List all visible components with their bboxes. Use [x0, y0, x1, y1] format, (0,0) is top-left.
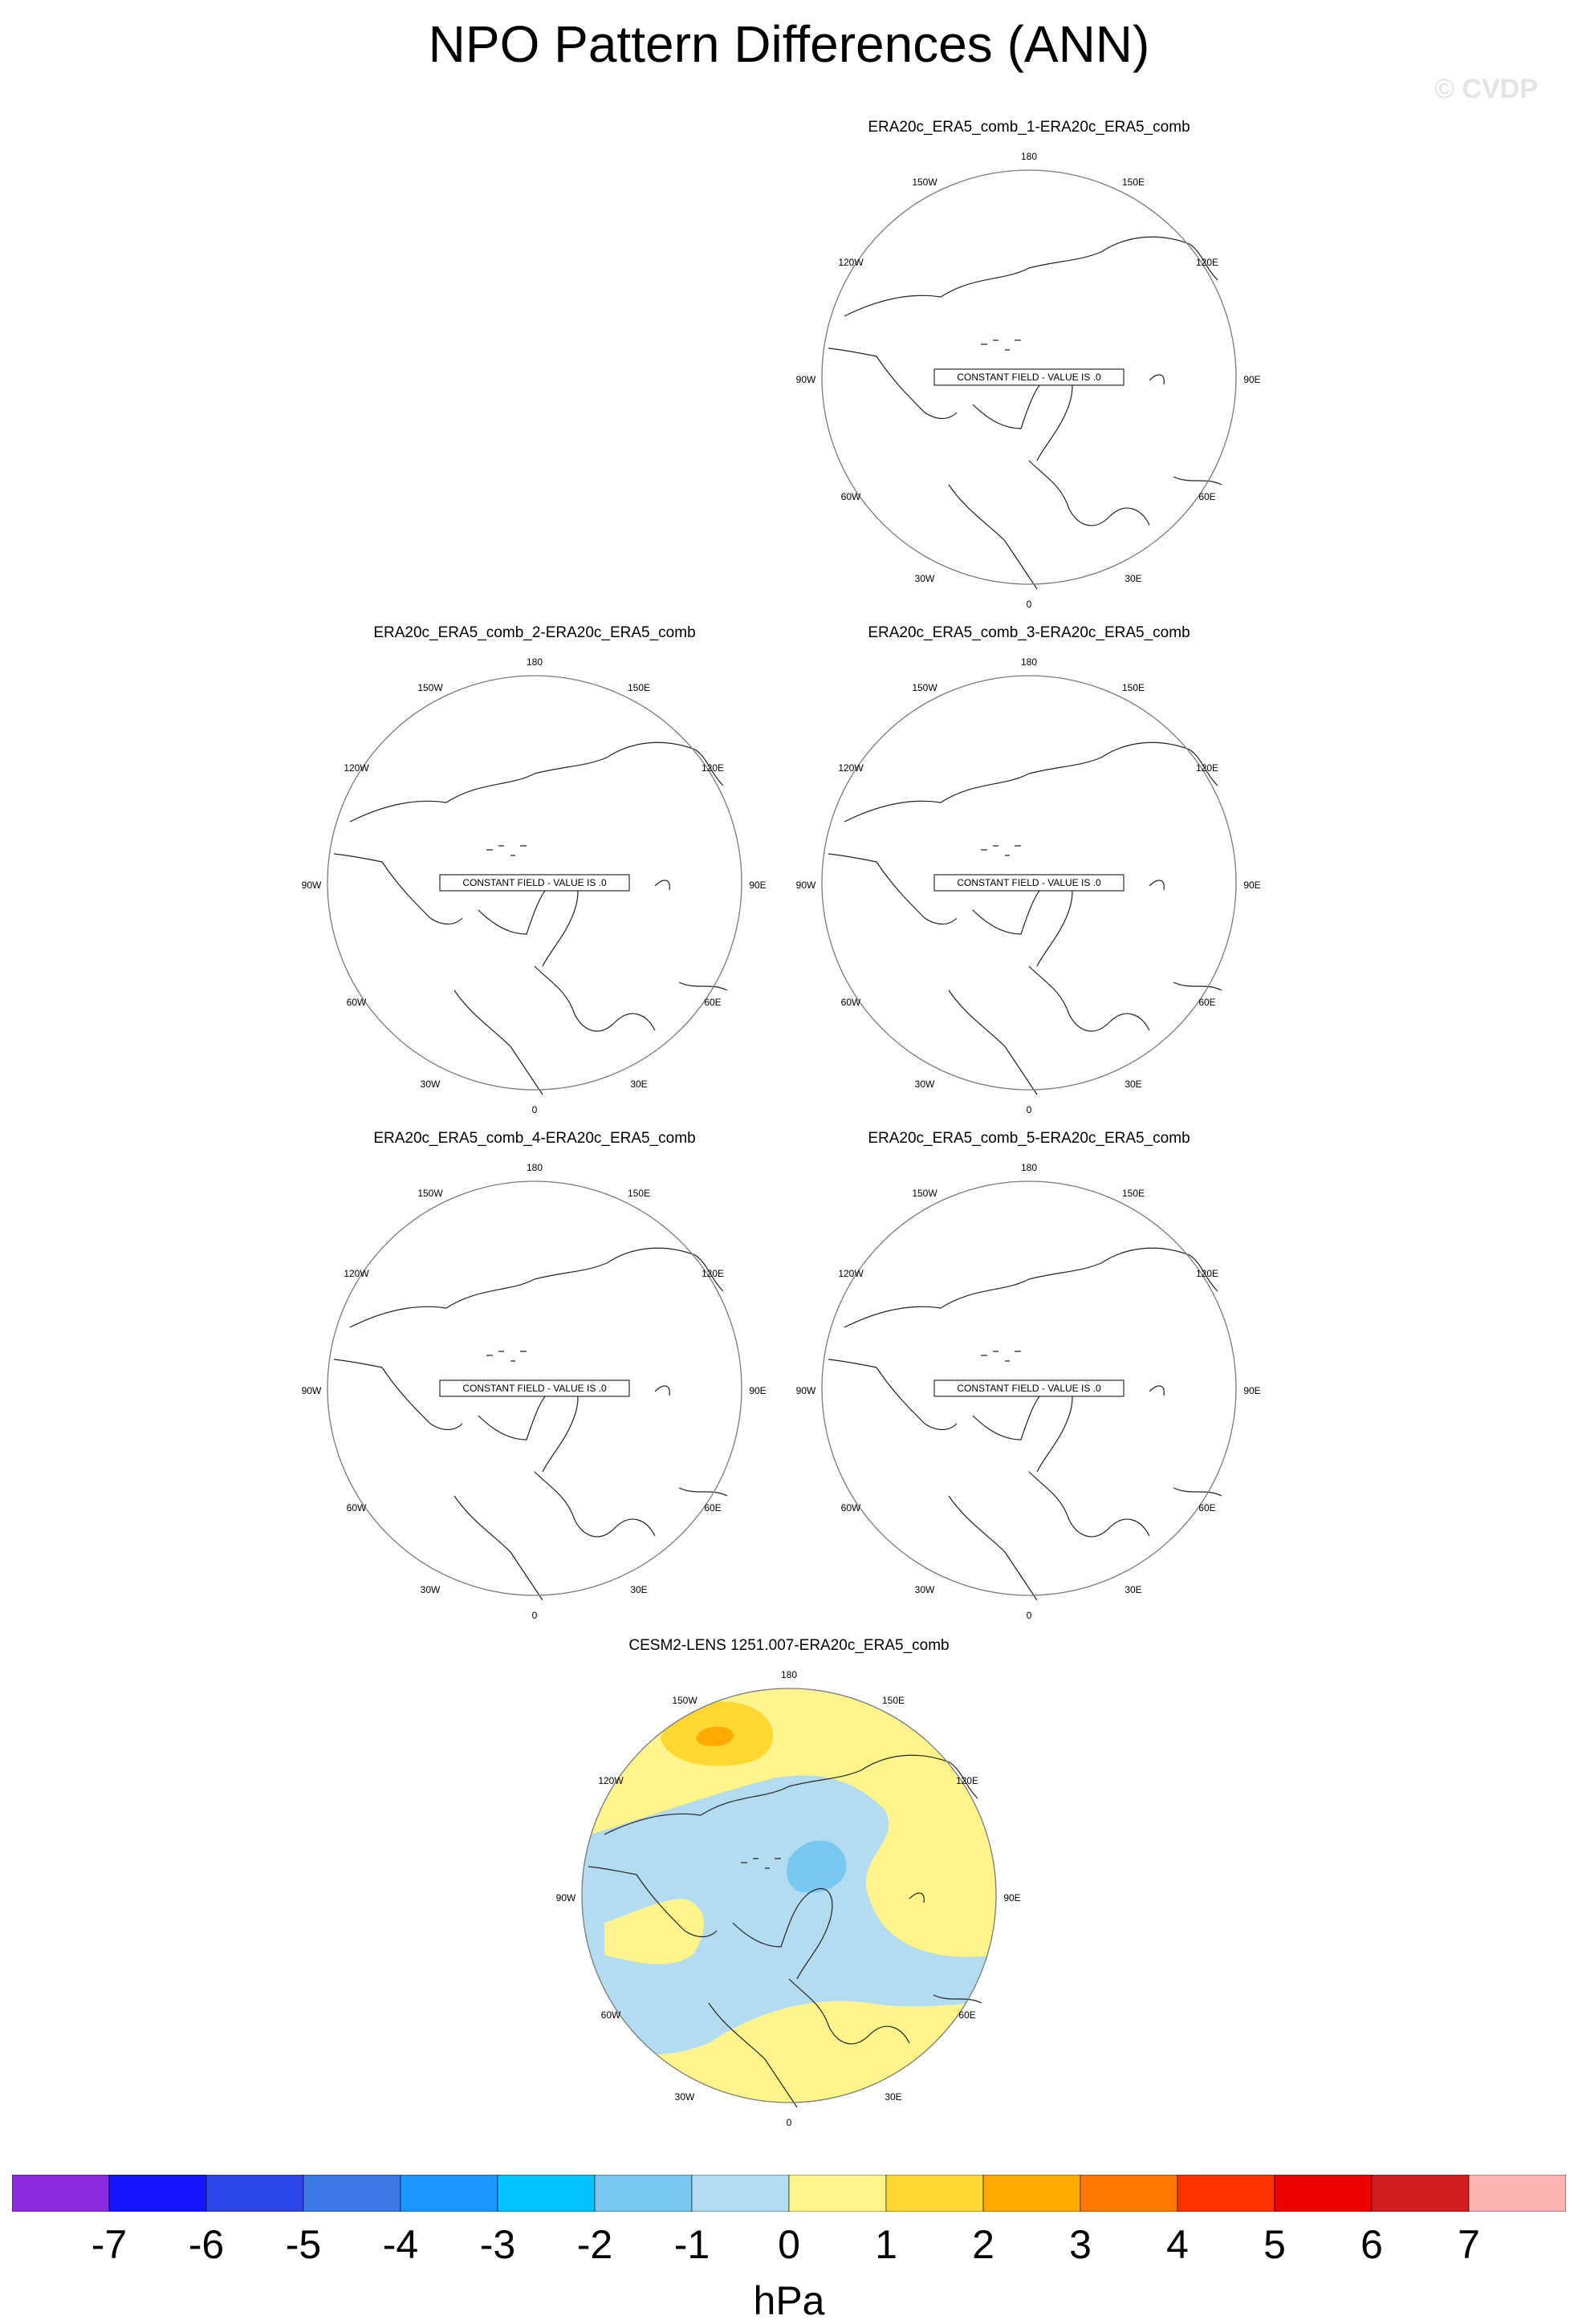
longitude-label: 0: [531, 1610, 538, 1622]
longitude-label: 90E: [749, 880, 767, 892]
coastline: [981, 340, 1021, 350]
coastlines: [828, 1248, 1222, 1600]
longitude-label: 150E: [1121, 682, 1145, 694]
longitude-label: 150W: [912, 177, 937, 189]
longitude-label: 30E: [630, 1584, 648, 1596]
coastline: [1173, 477, 1222, 485]
coastline: [535, 1472, 655, 1537]
panel-title: ERA20c_ERA5_comb_4-ERA20c_ERA5_comb: [373, 1130, 696, 1147]
coastline: [535, 966, 655, 1031]
longitude-label: 150W: [912, 682, 937, 694]
longitude-label: 30E: [1125, 1079, 1142, 1091]
longitude-label: 0: [786, 2117, 792, 2129]
longitude-label: 0: [1026, 1610, 1032, 1622]
longitude-label: 60W: [346, 997, 367, 1009]
longitude-label: 0: [1026, 1104, 1032, 1116]
figure-title: NPO Pattern Differences (ANN): [428, 15, 1150, 73]
longitude-label: 90W: [795, 1385, 816, 1397]
colorbar-tick-label: -3: [479, 2222, 516, 2267]
coastlines: [334, 742, 727, 1095]
longitude-label: 0: [531, 1104, 538, 1116]
longitude-label: 60W: [840, 997, 861, 1009]
longitude-label: 150E: [627, 682, 651, 694]
map-panel-2: [294, 624, 775, 1122]
longitude-label: 60E: [1198, 491, 1216, 503]
longitude-label: 90W: [795, 374, 816, 386]
colorbar-box: [1275, 2175, 1372, 2212]
longitude-label: 60E: [1198, 1502, 1216, 1514]
longitude-label: 180: [780, 1669, 798, 1681]
longitude-label: 120E: [1195, 762, 1219, 774]
colorbar-tick-label: 4: [1166, 2222, 1189, 2267]
coastline: [655, 880, 669, 890]
constant-field-message: CONSTANT FIELD - VALUE IS .0: [957, 877, 1101, 889]
coastline: [655, 1386, 669, 1396]
panel-title: ERA20c_ERA5_comb_5-ERA20c_ERA5_comb: [868, 1130, 1190, 1147]
colorbar-box: [1080, 2175, 1177, 2212]
coastline: [1173, 982, 1222, 990]
coastline: [350, 742, 723, 822]
longitude-label: 60W: [840, 491, 861, 503]
longitude-label: 90E: [749, 1385, 767, 1397]
longitude-label: 0: [1026, 599, 1032, 611]
coastline: [1149, 1386, 1164, 1396]
map-panel-4: [294, 1130, 775, 1627]
coastline: [679, 982, 727, 990]
constant-field-message: CONSTANT FIELD - VALUE IS .0: [957, 372, 1101, 384]
coastlines: [334, 1248, 727, 1600]
colorbar-tick-label: -1: [673, 2222, 710, 2267]
longitude-label: 150W: [912, 1188, 937, 1200]
colorbar-box: [789, 2175, 886, 2212]
colorbar-box: [1177, 2175, 1275, 2212]
longitude-label: 180: [526, 1162, 543, 1174]
longitude-label: 90E: [1243, 880, 1261, 892]
longitude-label: 60E: [704, 1502, 722, 1514]
colorbar-tick-label: 7: [1458, 2222, 1480, 2267]
panel-title: CESM2-LENS 1251.007-ERA20c_ERA5_comb: [628, 1637, 950, 1654]
colorbar-box: [401, 2175, 498, 2212]
colorbar-tick-label: -5: [285, 2222, 322, 2267]
coastline: [350, 1248, 723, 1327]
longitude-label: 60W: [346, 1502, 367, 1514]
colorbar-tick-label: -4: [382, 2222, 419, 2267]
coastline: [844, 237, 1218, 316]
coastline: [981, 846, 1021, 855]
cvdp-watermark: © CVDP: [1434, 74, 1538, 104]
longitude-label: 90W: [301, 1385, 322, 1397]
coastline: [844, 742, 1218, 822]
longitude-label: 180: [526, 656, 543, 668]
longitude-label: 90W: [795, 880, 816, 892]
longitude-label: 30W: [914, 1079, 935, 1091]
colorbar-tick-label: -7: [91, 2222, 128, 2267]
longitude-label: 90E: [1003, 1892, 1021, 1904]
longitude-label: 30W: [420, 1584, 441, 1596]
longitude-label: 180: [1020, 151, 1038, 163]
coastline: [1029, 1472, 1149, 1537]
longitude-label: 180: [1020, 656, 1038, 668]
longitude-label: 90W: [555, 1892, 576, 1904]
colorbar-box: [1372, 2175, 1469, 2212]
colorbar-tick-label: 5: [1263, 2222, 1286, 2267]
longitude-label: 90E: [1243, 374, 1261, 386]
panel-title: ERA20c_ERA5_comb_2-ERA20c_ERA5_comb: [373, 624, 696, 641]
longitude-label: 120W: [598, 1775, 624, 1787]
colorbar-box: [498, 2175, 595, 2212]
colorbar-units: hPa: [753, 2278, 825, 2323]
coastline: [1149, 880, 1164, 890]
polar-map: [294, 1151, 775, 1632]
longitude-label: 150E: [1121, 177, 1145, 189]
polar-map: [788, 645, 1270, 1127]
colorbar-box: [886, 2175, 983, 2212]
longitude-label: 150E: [627, 1188, 651, 1200]
longitude-label: 60W: [600, 2009, 621, 2021]
colorbar-tick-label: 3: [1069, 2222, 1092, 2267]
longitude-label: 90W: [301, 880, 322, 892]
colorbar-box: [109, 2175, 206, 2212]
colorbar-box: [303, 2175, 401, 2212]
longitude-label: 120E: [1195, 1268, 1219, 1280]
map-panel-3: [788, 624, 1270, 1122]
longitude-label: 120W: [344, 1268, 369, 1280]
longitude-label: 120E: [1195, 257, 1219, 269]
map-panel-1: [788, 119, 1270, 616]
longitude-label: 30E: [630, 1079, 648, 1091]
anomaly-field: [548, 1658, 1030, 2139]
colorbar: [12, 2175, 1566, 2212]
colorbar-tick-label: -2: [576, 2222, 613, 2267]
longitude-label: 120W: [838, 1268, 864, 1280]
colorbar-box: [206, 2175, 303, 2212]
longitude-label: 60E: [1198, 997, 1216, 1009]
map-panel-6: [548, 1637, 1030, 2135]
polar-map: [294, 645, 775, 1127]
coastline: [1149, 375, 1164, 384]
longitude-label: 30E: [1125, 1584, 1142, 1596]
polar-map: [548, 1658, 1030, 2139]
colorbar-tick-label: -6: [188, 2222, 225, 2267]
longitude-label: 60E: [704, 997, 722, 1009]
coastline: [1029, 966, 1149, 1031]
longitude-label: 120W: [838, 762, 864, 774]
colorbar-box: [1469, 2175, 1566, 2212]
constant-field-message: CONSTANT FIELD - VALUE IS .0: [462, 1383, 607, 1395]
coastline: [844, 1248, 1218, 1327]
longitude-label: 150W: [417, 1188, 443, 1200]
longitude-label: 120W: [838, 257, 864, 269]
colorbar-tick-label: 1: [875, 2222, 897, 2267]
longitude-label: 30W: [420, 1079, 441, 1091]
coastlines: [828, 237, 1222, 589]
polar-map: [788, 1151, 1270, 1632]
colorbar-tick-label: 0: [778, 2222, 800, 2267]
longitude-label: 30W: [674, 2091, 695, 2103]
coastline: [1029, 461, 1149, 526]
longitude-label: 180: [1020, 1162, 1038, 1174]
colorbar-box: [595, 2175, 692, 2212]
colorbar-tick-label: 2: [972, 2222, 994, 2267]
coastline: [1173, 1488, 1222, 1496]
colorbar-tick-label: 6: [1360, 2222, 1383, 2267]
longitude-label: 30W: [914, 1584, 935, 1596]
panel-title: ERA20c_ERA5_comb_3-ERA20c_ERA5_comb: [868, 624, 1190, 641]
coastlines: [828, 742, 1222, 1095]
polar-map: [788, 140, 1270, 621]
longitude-label: 60E: [958, 2009, 976, 2021]
map-panel-5: [788, 1130, 1270, 1627]
coastline: [981, 1351, 1021, 1361]
colorbar-box: [983, 2175, 1080, 2212]
longitude-label: 150W: [417, 682, 443, 694]
longitude-label: 30W: [914, 573, 935, 585]
constant-field-message: CONSTANT FIELD - VALUE IS .0: [462, 877, 607, 889]
panel-title: ERA20c_ERA5_comb_1-ERA20c_ERA5_comb: [868, 119, 1190, 136]
coastline: [679, 1488, 727, 1496]
longitude-label: 150W: [672, 1695, 697, 1707]
coastline: [486, 846, 527, 855]
longitude-label: 60W: [840, 1502, 861, 1514]
longitude-label: 120E: [701, 762, 725, 774]
coastline: [486, 1351, 527, 1361]
longitude-label: 30E: [885, 2091, 902, 2103]
longitude-label: 120E: [701, 1268, 725, 1280]
constant-field-message: CONSTANT FIELD - VALUE IS .0: [957, 1383, 1101, 1395]
longitude-label: 150E: [881, 1695, 905, 1707]
colorbar-box: [12, 2175, 109, 2212]
longitude-label: 120E: [955, 1775, 979, 1787]
longitude-label: 30E: [1125, 573, 1142, 585]
longitude-label: 150E: [1121, 1188, 1145, 1200]
longitude-label: 90E: [1243, 1385, 1261, 1397]
longitude-label: 120W: [344, 762, 369, 774]
colorbar-box: [692, 2175, 789, 2212]
